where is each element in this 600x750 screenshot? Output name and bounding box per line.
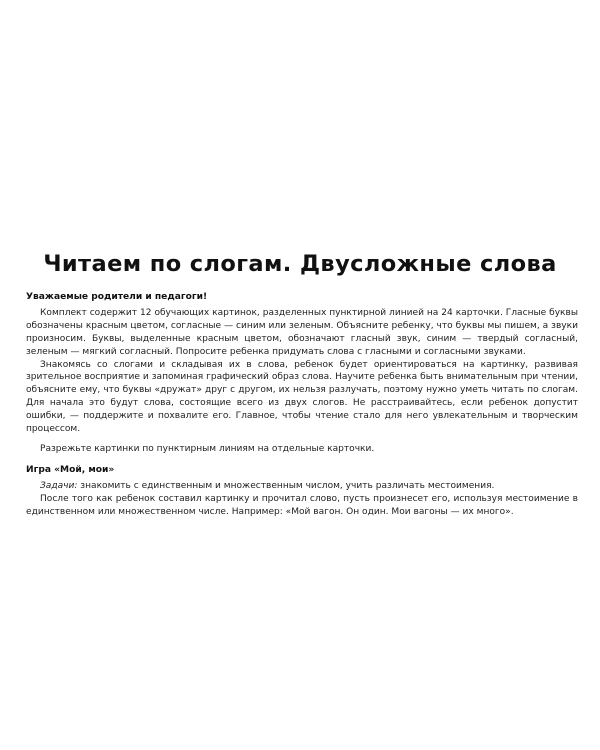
paragraph-cut-instructions: Разрежьте картинки по пунктирным линиям на отдельные карточки.: [40, 443, 375, 454]
greeting-heading: Уважаемые родители и педагоги!: [26, 292, 208, 302]
paragraph-syllables: Знакомясь со слогами и складывая их в слова, ребенок будет ориентироваться на картинку, развивая зрительное восприятие и запоминая графический образ слова. Научите ребенка быть внимательным при чтении, объясните ему, что буквы «дружат» друг с другом, их нельзя разлучать, поэтому нужно уметь читать по слогам. Для начала это будут слова, состоящие всего из двух слогов. Не расстраивайтесь, если ребенок допустит ошибки, — поддержите и похвалите его. Главное, чтобы чтение стало для него увлекательным и творческим процессом.: [26, 359, 578, 435]
paragraph-kit-description: Комплект содержит 12 обучающих картинок, разделенных пунктирной линией на 24 карточки. Гласные буквы обозначены красным цветом, согласные — синим или зеленым. Объясните ребенку, что буквы мы пишем, а звуки произносим. Буквы, выделенные красным цветом, обозначают гласный звук, синим — твердый согласный, зеленым — мягкий согласный. Попросите ребенка придумать слова с гласными и согласными звуками.: [26, 307, 578, 357]
tasks-text: знакомить с единственным и множественным числом, учить различать местоимения.: [77, 480, 495, 491]
game-tasks: [26, 480, 578, 493]
page-title: Читаем по слогам. Двусложные слова: [43, 251, 557, 277]
instruction-text: [26, 291, 578, 519]
game-description: После того как ребенок составил картинку и прочитал слово, пусть произнесет его, используя местоимение в единственном или множественном числе. Например: «Мой вагон. Он один. Мои вагоны — их много».: [26, 493, 578, 517]
tasks-label: Задачи:: [40, 480, 78, 491]
game-heading: Игра «Мой, мои»: [26, 464, 115, 475]
